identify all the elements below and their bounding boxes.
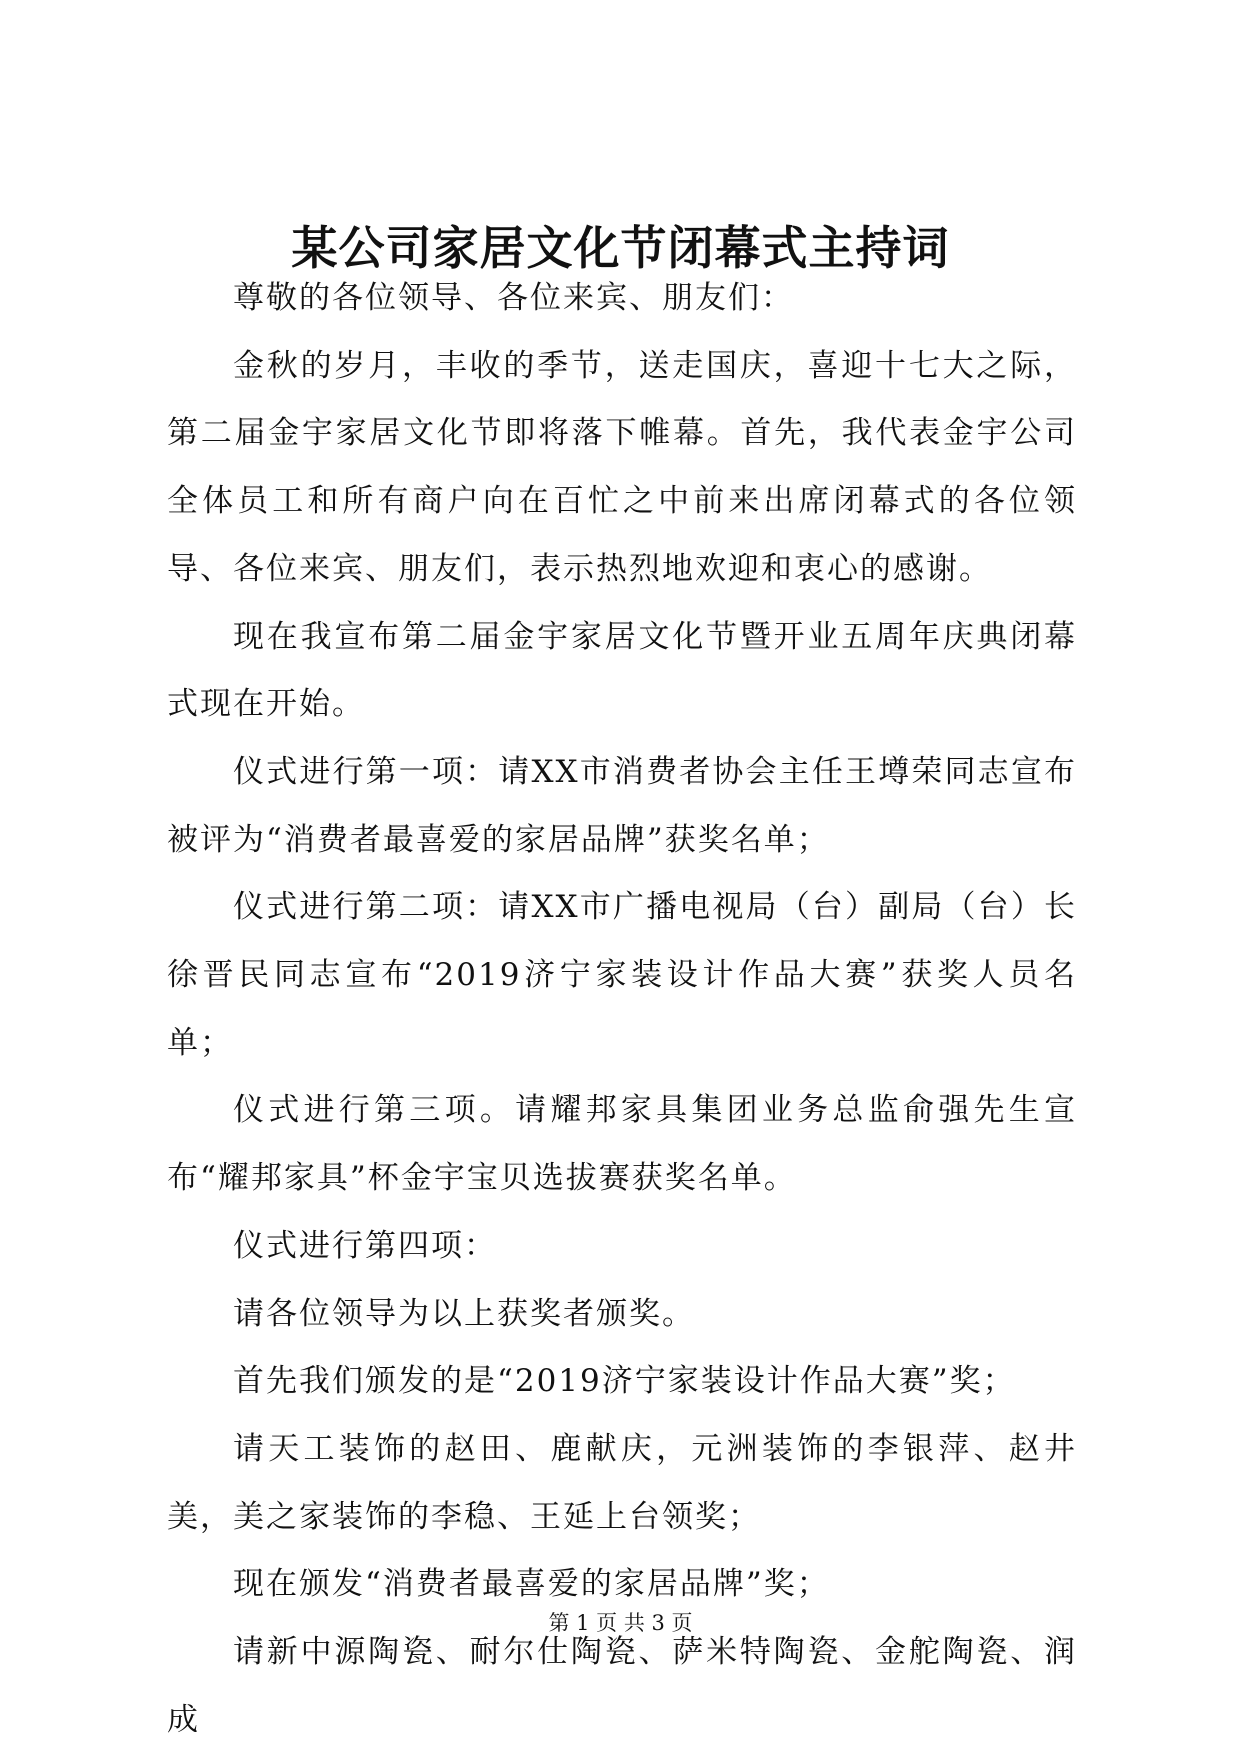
paragraph-design-winners: 请天工装饰的赵田、鹿献庆，元洲装饰的李银萍、赵井美，美之家装饰的李稳、王延上台领奖； — [167, 1430, 1077, 1535]
paragraph-brand-winners: 请新中源陶瓷、耐尔仕陶瓷、萨米特陶瓷、金舵陶瓷、润成 — [167, 1634, 1077, 1738]
paragraph-brand-award: 现在颁发“消费者最喜爱的家居品牌”奖； — [233, 1566, 830, 1603]
document-title: 某公司家居文化节闭幕式主持词 — [291, 221, 950, 275]
paragraph-opening: 金秋的岁月，丰收的季节，送走国庆，喜迎十七大之际，第二届金宇家居文化节即将落下帷幕。首先，我代表金宇公司全体员工和所有商户向在百忙之中前来出席闭幕式的各位领导、各位来宾、朋友们，表示热烈地欢迎和衷心的感谢。 — [167, 347, 1077, 587]
paragraph-item-four: 仪式进行第四项： — [233, 1227, 497, 1264]
paragraph-award-invite: 请各位领导为以上获奖者颁奖。 — [233, 1295, 695, 1332]
paragraph-salutation: 尊敬的各位领导、各位来宾、朋友们： — [233, 280, 794, 316]
page-number-footer: 第 1 页 共 3 页 — [548, 1611, 693, 1635]
paragraph-item-two: 仪式进行第二项：请XX市广播电视局（台）副局（台）长徐晋民同志宣布“2019济宁家装设计作品大赛”获奖人员名单； — [167, 889, 1077, 1061]
paragraph-item-three: 仪式进行第三项。请耀邦家具集团业务总监俞强先生宣布“耀邦家具”杯金宇宝贝选拔赛获奖名单。 — [167, 1092, 1077, 1197]
paragraph-design-award: 首先我们颁发的是“2019济宁家装设计作品大赛”奖； — [233, 1363, 1016, 1400]
paragraph-item-one: 仪式进行第一项：请XX市消费者协会主任王墫荣同志宣布被评为“消费者最喜爱的家居品牌”获奖名单； — [167, 753, 1077, 858]
document-body — [167, 265, 1077, 1754]
paragraph-announcement: 现在我宣布第二届金宇家居文化节暨开业五周年庆典闭幕式现在开始。 — [167, 618, 1077, 723]
